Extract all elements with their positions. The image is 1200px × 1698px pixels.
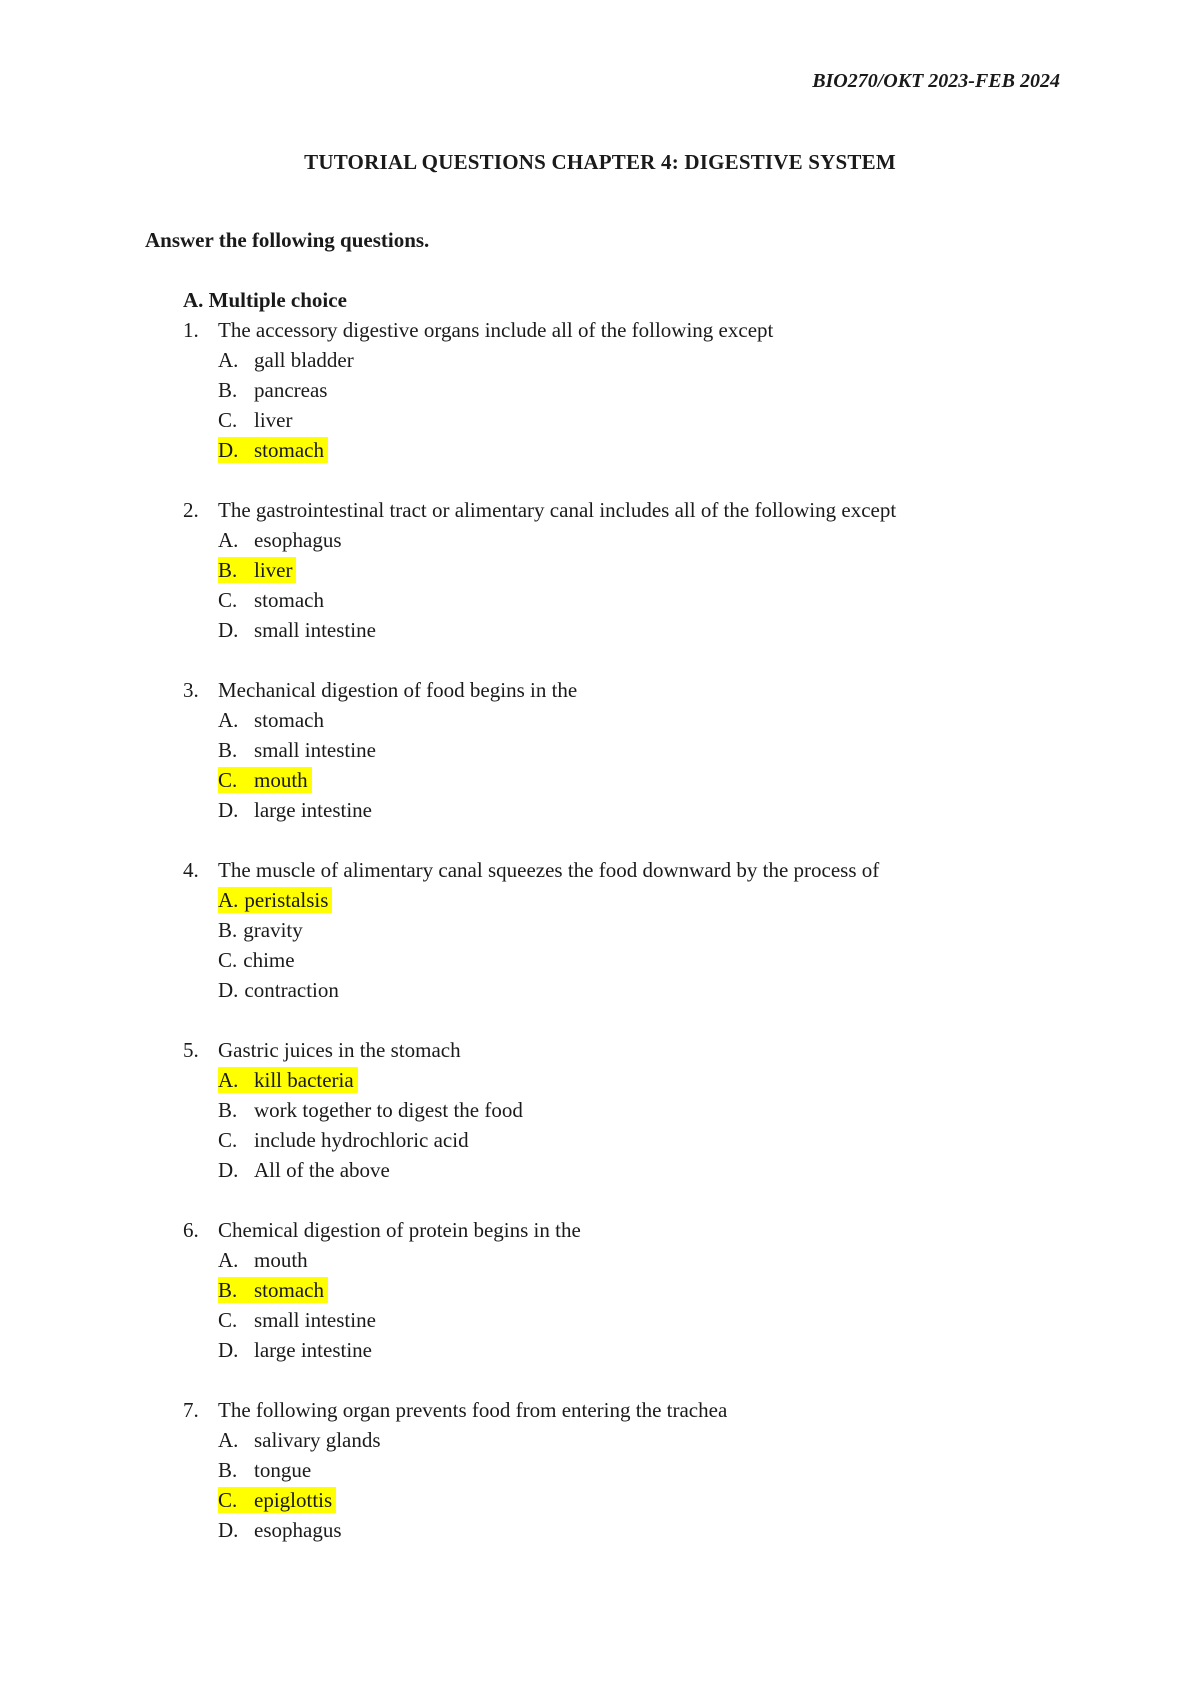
answer-option: [218, 1485, 1200, 1515]
answer-option: [218, 795, 1200, 825]
answer-option-text: [218, 1307, 380, 1333]
answer-option-text: [218, 797, 376, 823]
question-item: [0, 855, 1200, 1005]
answer-option: [218, 555, 1200, 585]
answer-option: [218, 1155, 1200, 1185]
option-letter: C.: [218, 948, 238, 972]
answer-option-text: [218, 1457, 315, 1483]
question-number: 5.: [183, 1038, 199, 1062]
question-stem-row: [0, 1035, 1200, 1065]
answer-option: [218, 765, 1200, 795]
option-list: [0, 705, 1200, 825]
option-text: liver: [254, 408, 293, 432]
answer-option: [218, 615, 1200, 645]
option-letter: D.: [218, 978, 239, 1002]
question-item: [0, 495, 1200, 645]
option-text: stomach: [254, 1278, 324, 1302]
answer-option: [218, 1335, 1200, 1365]
answer-option: [218, 1095, 1200, 1125]
question-stem: The gastrointestinal tract or alimentary canal includes all of the following except: [218, 498, 897, 522]
answer-option: [218, 375, 1200, 405]
option-letter: C.: [218, 588, 238, 612]
option-text: contraction: [244, 978, 339, 1002]
option-letter: B.: [218, 558, 238, 582]
question-stem: Chemical digestion of protein begins in the: [218, 1218, 581, 1242]
option-letter: D.: [218, 618, 239, 642]
option-text: stomach: [254, 588, 324, 612]
option-letter: A.: [218, 1248, 239, 1272]
answer-option: [218, 345, 1200, 375]
option-list: [0, 525, 1200, 645]
option-text: esophagus: [254, 1518, 342, 1542]
option-letter: D.: [218, 798, 239, 822]
question-stem: The following organ prevents food from entering the trachea: [218, 1398, 728, 1422]
question-stem: Mechanical digestion of food begins in the: [218, 678, 578, 702]
answer-option-text: [218, 407, 296, 433]
answer-option-text: [218, 377, 331, 403]
question-item: [0, 675, 1200, 825]
highlighted-answer: [218, 1067, 358, 1093]
question-item: [0, 1215, 1200, 1365]
option-letter: D.: [218, 1338, 239, 1362]
answer-option: [218, 945, 1200, 975]
option-text: stomach: [254, 438, 324, 462]
highlighted-answer: [218, 557, 296, 583]
question-number: 3.: [183, 678, 199, 702]
answer-option-text: [218, 1127, 473, 1153]
answer-option: [218, 405, 1200, 435]
option-text: All of the above: [254, 1158, 390, 1182]
question-item: [0, 1395, 1200, 1545]
question-number: 2.: [183, 498, 199, 522]
option-text: salivary glands: [254, 1428, 381, 1452]
question-stem-row: [0, 315, 1200, 345]
question-stem: The accessory digestive organs include all of the following except: [218, 318, 774, 342]
answer-option: [218, 1125, 1200, 1155]
option-list: [0, 345, 1200, 465]
option-letter: B.: [218, 1098, 238, 1122]
option-letter: A.: [218, 1068, 239, 1092]
question-stem-row: [0, 1215, 1200, 1245]
question-item: [0, 315, 1200, 465]
answer-option: [218, 435, 1200, 465]
question-stem-row: [0, 1395, 1200, 1425]
question-stem: Gastric juices in the stomach: [218, 1038, 461, 1062]
option-letter: C.: [218, 1488, 238, 1512]
option-letter: B.: [218, 738, 238, 762]
option-text: include hydrochloric acid: [254, 1128, 469, 1152]
answer-option: [218, 975, 1200, 1005]
option-letter: A.: [218, 888, 239, 912]
answer-option: [218, 915, 1200, 945]
answer-option: [218, 585, 1200, 615]
option-text: small intestine: [254, 738, 376, 762]
option-letter: B.: [218, 1278, 238, 1302]
answer-option: [218, 1065, 1200, 1095]
option-text: gall bladder: [254, 348, 354, 372]
highlighted-answer: [218, 767, 312, 793]
question-item: [0, 1035, 1200, 1185]
option-letter: A.: [218, 348, 239, 372]
option-letter: D.: [218, 1158, 239, 1182]
option-text: small intestine: [254, 1308, 376, 1332]
answer-option-text: [218, 947, 299, 973]
answer-option: [218, 885, 1200, 915]
question-number: 6.: [183, 1218, 199, 1242]
answer-option: [218, 1275, 1200, 1305]
answer-option-text: [218, 1157, 394, 1183]
answer-option-text: [218, 737, 380, 763]
option-letter: A.: [218, 708, 239, 732]
option-text: gravity: [243, 918, 303, 942]
option-text: tongue: [254, 1458, 312, 1482]
option-letter: D.: [218, 1518, 239, 1542]
option-text: chime: [243, 948, 295, 972]
option-letter: D.: [218, 438, 239, 462]
option-letter: C.: [218, 408, 238, 432]
option-text: esophagus: [254, 528, 342, 552]
highlighted-answer: [218, 1487, 336, 1513]
highlighted-answer: [218, 1277, 328, 1303]
option-text: pancreas: [254, 378, 328, 402]
option-text: stomach: [254, 708, 324, 732]
option-letter: B.: [218, 918, 238, 942]
question-list: [0, 315, 1200, 1575]
question-stem-row: [0, 855, 1200, 885]
question-number: 1.: [183, 318, 199, 342]
answer-option-text: [218, 347, 358, 373]
answer-option: [218, 735, 1200, 765]
answer-option-text: [218, 1247, 312, 1273]
answer-option: [218, 705, 1200, 735]
answer-option: [218, 1305, 1200, 1335]
question-number: 7.: [183, 1398, 199, 1422]
option-text: kill bacteria: [254, 1068, 354, 1092]
option-list: [0, 1065, 1200, 1185]
answer-option-text: [218, 707, 328, 733]
answer-option-text: [218, 1517, 346, 1543]
question-number: 4.: [183, 858, 199, 882]
answer-option: [218, 1515, 1200, 1545]
option-letter: C.: [218, 1308, 238, 1332]
option-list: [0, 1425, 1200, 1545]
option-text: mouth: [254, 1248, 308, 1272]
option-text: peristalsis: [244, 888, 329, 912]
question-stem-row: [0, 675, 1200, 705]
option-text: work together to digest the food: [254, 1098, 523, 1122]
section-title: A. Multiple choice: [183, 288, 347, 312]
option-text: large intestine: [254, 1338, 372, 1362]
option-text: liver: [254, 558, 293, 582]
answer-option-text: [218, 527, 346, 553]
instruction-text: Answer the following questions.: [145, 228, 430, 252]
option-letter: A.: [218, 1428, 239, 1452]
option-letter: B.: [218, 1458, 238, 1482]
answer-option-text: [218, 1097, 527, 1123]
option-text: mouth: [254, 768, 308, 792]
option-text: small intestine: [254, 618, 376, 642]
answer-option: [218, 1425, 1200, 1455]
answer-option: [218, 1455, 1200, 1485]
highlighted-answer: [218, 437, 328, 463]
answer-option-text: [218, 587, 328, 613]
answer-option-text: [218, 977, 343, 1003]
answer-option-text: [218, 1337, 376, 1363]
highlighted-answer: [218, 887, 332, 913]
course-code: BIO270/OKT 2023-FEB 2024: [812, 70, 1060, 92]
answer-option-text: [218, 1427, 385, 1453]
page-title: TUTORIAL QUESTIONS CHAPTER 4: DIGESTIVE SYSTEM: [304, 150, 896, 174]
option-letter: B.: [218, 378, 238, 402]
option-letter: C.: [218, 768, 238, 792]
option-text: large intestine: [254, 798, 372, 822]
answer-option: [218, 525, 1200, 555]
option-letter: A.: [218, 528, 239, 552]
answer-option-text: [218, 617, 380, 643]
option-list: [0, 885, 1200, 1005]
option-list: [0, 1245, 1200, 1365]
question-stem-row: [0, 495, 1200, 525]
answer-option: [218, 1245, 1200, 1275]
answer-option-text: [218, 917, 307, 943]
option-letter: C.: [218, 1128, 238, 1152]
question-stem: The muscle of alimentary canal squeezes the food downward by the process of: [218, 858, 880, 882]
option-text: epiglottis: [254, 1488, 333, 1512]
